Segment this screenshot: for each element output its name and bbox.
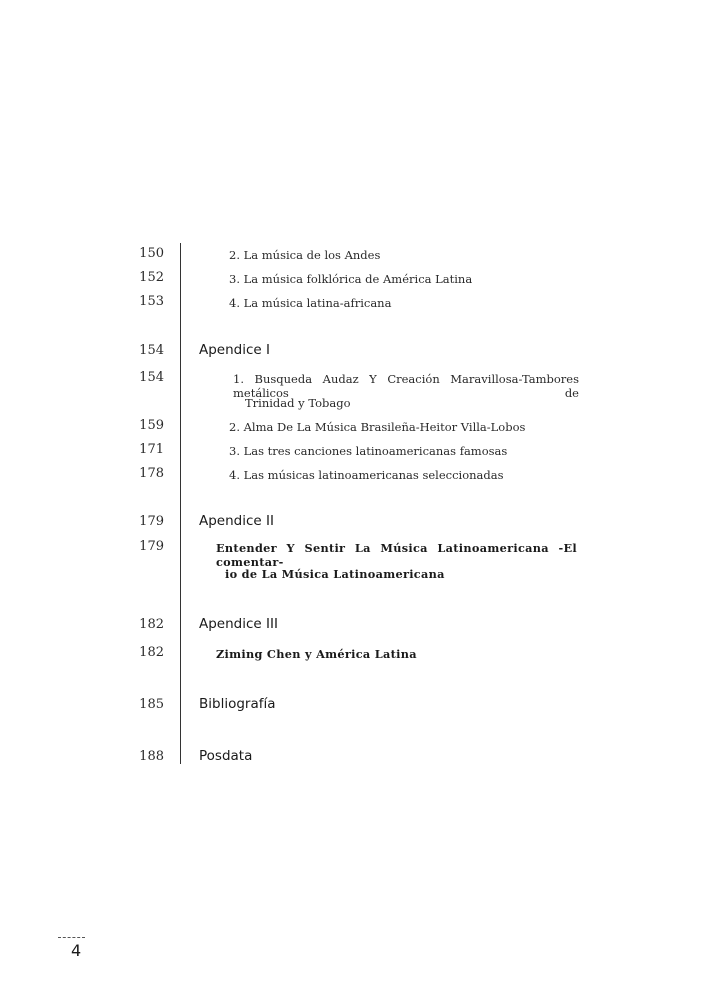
- toc-page-number: 182: [139, 617, 164, 632]
- toc-page-number: 179: [139, 514, 164, 529]
- toc-entry: 3. La música folklórica de América Latina: [229, 272, 473, 286]
- toc-divider-line: [180, 243, 181, 764]
- toc-entry: Entender Y Sentir La Música Latinoamericana -El comentar-: [216, 541, 577, 569]
- toc-page-number: 179: [139, 539, 164, 554]
- toc-section-heading: Apendice II: [199, 513, 274, 529]
- toc-entry: 4. Las músicas latinoamericanas seleccionadas: [229, 468, 504, 482]
- toc-page-number: 178: [139, 466, 164, 481]
- toc-page-number: 171: [139, 442, 164, 457]
- toc-entry-continuation: Trinidad y Tobago: [245, 396, 351, 410]
- toc-page-number: 159: [139, 418, 164, 433]
- toc-page-number: 185: [139, 697, 164, 712]
- toc-page-number: 150: [139, 246, 164, 261]
- toc-page-number: 153: [139, 294, 164, 309]
- toc-entry: 3. Las tres canciones latinoamericanas famosas: [229, 444, 508, 458]
- toc-entry-continuation: io de La Música Latinoamericana: [225, 567, 445, 581]
- toc-section-heading: Apendice I: [199, 342, 270, 358]
- toc-page-number: 154: [139, 343, 164, 358]
- toc-section-heading: Posdata: [199, 748, 253, 764]
- toc-page-number: 154: [139, 370, 164, 385]
- toc-entry: 2. La música de los Andes: [229, 248, 381, 262]
- toc-page-number: 182: [139, 645, 164, 660]
- toc-section-heading: Bibliografía: [199, 696, 276, 712]
- toc-page-number: 152: [139, 270, 164, 285]
- toc-section-heading: Apendice III: [199, 616, 278, 632]
- page-number: 4: [71, 941, 82, 960]
- toc-entry: 4. La música latina-africana: [229, 296, 392, 310]
- toc-page-number: 188: [139, 749, 164, 764]
- toc-entry: Ziming Chen y América Latina: [216, 647, 417, 661]
- toc-entry: 1. Busqueda Audaz Y Creación Maravillosa-Tambores metálicos de: [233, 372, 579, 400]
- footer-rule: [58, 937, 85, 938]
- toc-entry: 2. Alma De La Música Brasileña-Heitor Villa-Lobos: [229, 420, 526, 434]
